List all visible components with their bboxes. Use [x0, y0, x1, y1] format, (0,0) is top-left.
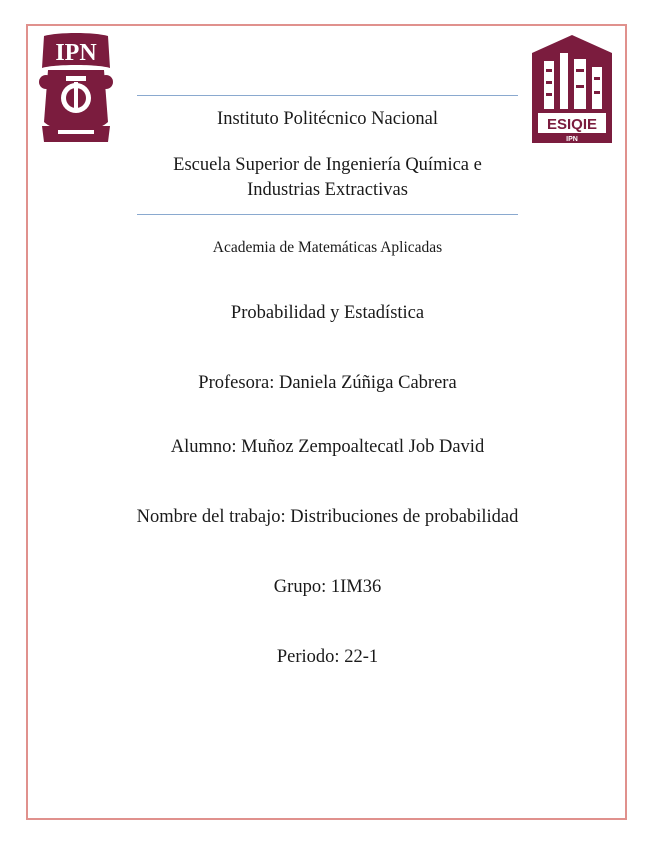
esiqie-logo-letters: ESIQIE [546, 116, 598, 133]
esiqie-logo-subtext: IPN [566, 136, 578, 143]
subject-title: Probabilidad y Estadística [230, 303, 425, 323]
school-name-line1: Escuela Superior de Ingeniería Química e [173, 155, 482, 175]
header-divider-top [137, 95, 518, 96]
professor-name: Profesora: Daniela Zúñiga Cabrera [198, 373, 457, 393]
group-label: Grupo: 1IM36 [273, 577, 382, 597]
esiqie-logo-icon [528, 33, 616, 149]
institute-name: Instituto Politécnico Nacional [217, 109, 438, 129]
work-title: Nombre del trabajo: Distribuciones de probabilidad [136, 507, 519, 527]
header-divider-bottom [137, 214, 518, 215]
student-name: Alumno: Muñoz Zempoaltecatl Job David [170, 437, 485, 457]
ipn-logo-letters: IPN [55, 40, 97, 66]
school-name-line2: Industrias Extractivas [247, 180, 408, 200]
period-label: Periodo: 22-1 [276, 647, 379, 667]
academy-name: Academia de Matemáticas Aplicadas [212, 239, 443, 256]
